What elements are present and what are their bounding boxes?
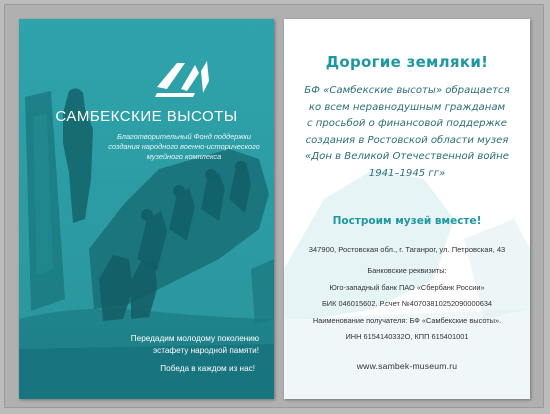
slogan-line: эстафету народной памяти! [152,346,259,355]
bank-details [284,263,530,346]
appeal-text [284,83,530,183]
appeal-line: ко всем неравнодушным гражданам [308,101,506,113]
fund-line: музейного комплекса [146,151,222,161]
website-link[interactable]: www.sambek-museum.ru [356,361,458,371]
appeal-line: 1941–1945 гг» [368,167,446,179]
bank-details-line: Банковские реквизиты: [367,266,447,275]
slogan-line: Передадим молодому поколению [130,334,259,343]
slogan [19,333,259,357]
bank-details-line: ИНН 6154140332О, КПП 615401001 [345,332,469,342]
appeal-line: «Дон в Великой Отечественной войне [305,151,509,163]
right-flyer [284,19,530,399]
postal-address: 347900, Ростовская обл., г. Таганрог, ул. Петровская, 43 [308,245,506,254]
left-flyer [19,19,274,399]
greeting-heading: Дорогие земляки! [325,53,489,71]
bank-details-line: Наименование получателя: БФ «Самбекские высоты». [312,315,502,325]
fund-line: Благотворительный Фонд поддержки [116,132,252,141]
sambek-heights-logo-icon [155,59,215,103]
bank-details-line: Юго-западный банк ПАО «Сбербанк России» [329,282,485,292]
brand-name: САМБЕКСКИЕ ВЫСОТЫ [55,108,238,125]
appeal-line: создания в Ростовской области музея [305,134,509,146]
slogan-final: Победа в каждом из нас! [160,364,255,373]
fund-description [97,132,271,161]
call-to-action: Построим музей вместе! [332,215,482,227]
appeal-line: с просьбой о финансовой поддержке [307,118,507,130]
bank-details-line: БИК 046015602. Р.счет №40703810252090000634 [321,299,493,309]
fund-line: создания народного военно-исторического [108,141,260,151]
appeal-line: БФ «Самбекские высоты» обращается [304,85,510,96]
